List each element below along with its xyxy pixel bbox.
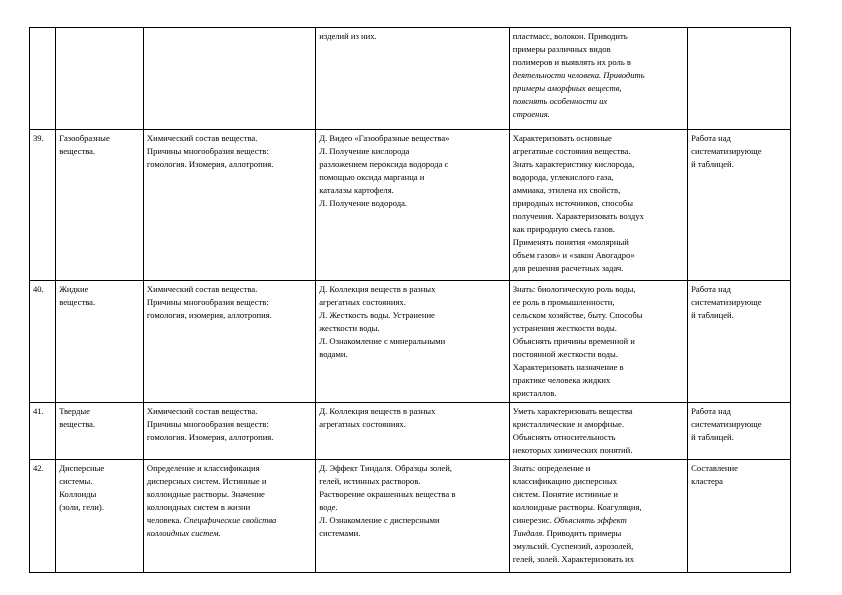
cell-text: устранения жесткости воды. (512, 323, 617, 333)
cell-text: дисперсных систем. Истинные и (146, 476, 267, 486)
lesson-number-cell (30, 28, 56, 130)
cell-line (513, 374, 684, 387)
cell-line (513, 335, 684, 348)
cell-line (513, 43, 684, 56)
cell-text: водорода, углекислого газа, (512, 172, 614, 182)
content-cell (143, 460, 315, 573)
cell-line (513, 210, 684, 223)
cell-line: помощью оксида марганца и (319, 172, 425, 182)
activity-cell (688, 28, 791, 130)
cell-line: разложением пероксида водорода с (319, 159, 449, 169)
cell-line: Жидкие (59, 284, 89, 294)
cell-line: вещества. (59, 297, 96, 307)
table-row (30, 403, 791, 460)
cell-text: синерезис. (512, 515, 554, 525)
cell-text: кристаллов. (512, 388, 557, 398)
cell-line: системами. (319, 528, 361, 538)
requirements-cell (509, 130, 687, 281)
cell-line (513, 431, 684, 444)
cell-line (513, 171, 684, 184)
cell-line: систематизирующе (691, 146, 762, 156)
cell-line (513, 348, 684, 361)
cell-line: изделий из них. (319, 31, 377, 41)
cell-line: системы. (59, 476, 93, 486)
cell-line (147, 488, 312, 501)
cell-text: Тиндаля. (512, 528, 545, 538)
cell-text: агрегатные состояния вещества. (512, 146, 631, 156)
cell-line (513, 418, 684, 431)
table-row (30, 130, 791, 281)
cell-line (513, 488, 684, 501)
cell-line: гомология, изомерия, аллотропия. (146, 310, 272, 320)
cell-line (513, 30, 684, 43)
cell-line: й таблицей. (691, 310, 734, 320)
cell-text: Приводить примеры (544, 528, 622, 538)
cell-line: Работа над (691, 406, 731, 416)
cell-line (513, 223, 684, 236)
cell-line: Химический состав вещества. (146, 284, 258, 294)
cell-line (513, 56, 684, 69)
lesson-number-cell: 40. (30, 281, 56, 403)
cell-text: эмульсий. Суспензий, аэрозолей, (512, 541, 634, 551)
cell-line (513, 501, 684, 514)
cell-line: вещества. (59, 146, 96, 156)
cell-line: гомология. Изомерия, аллотропия. (146, 432, 274, 442)
cell-line: Дисперсные (59, 463, 105, 473)
cell-text: Знать: определение и (512, 463, 591, 473)
cell-line: агрегатных состояниях. (319, 419, 406, 429)
cell-line: Причины многообразия веществ: (146, 146, 269, 156)
cell-line (513, 514, 684, 527)
lesson-number-cell: 41. (30, 403, 56, 460)
activity-cell (688, 403, 791, 460)
table-row (30, 28, 791, 130)
cell-text: некоторых химических понятий. (512, 445, 633, 455)
cell-line: водами. (319, 349, 348, 359)
cell-line: Д. Эффект Тиндаля. Образцы золей, (319, 463, 452, 473)
cell-line: воде. (319, 502, 338, 512)
cell-text: ее роль в промышленности, (512, 297, 615, 307)
cell-line: вещества. (59, 419, 96, 429)
cell-line: Л. Ознакомление с минеральными (319, 336, 446, 346)
cell-line (513, 283, 684, 296)
cell-line (147, 514, 312, 527)
cell-line: Л. Жесткость воды. Устранение (319, 310, 435, 320)
cell-line (513, 108, 684, 121)
cell-text: строения. (512, 109, 550, 119)
cell-line (513, 527, 684, 540)
topic-cell (56, 28, 144, 130)
lesson-number-cell: 39. (30, 130, 56, 281)
cell-text: Применять понятия «молярный (512, 237, 629, 247)
lesson-plan-table (29, 27, 791, 573)
cell-line (513, 249, 684, 262)
cell-line (513, 95, 684, 108)
requirements-cell (509, 28, 687, 130)
cell-line: кластера (691, 476, 723, 486)
requirements-cell (509, 403, 687, 460)
cell-line: Работа над (691, 133, 731, 143)
cell-text: Объяснять относительность (512, 432, 616, 442)
cell-line (513, 236, 684, 249)
cell-text: коллоидные растворы. Значение (146, 489, 265, 499)
cell-line: каталазы картофеля. (319, 185, 394, 195)
cell-line (513, 444, 684, 457)
cell-text: как природную смесь газов. (512, 224, 615, 234)
demonstration-cell (316, 130, 510, 281)
cell-line (147, 462, 312, 475)
cell-line: агрегатных состояниях. (319, 297, 406, 307)
cell-line: систематизирующе (691, 419, 762, 429)
cell-line (513, 540, 684, 553)
demonstration-cell (316, 28, 510, 130)
cell-line: гелей, истинных растворов. (319, 476, 421, 486)
cell-line (513, 553, 684, 566)
cell-line: Работа над (691, 284, 731, 294)
cell-line (513, 309, 684, 322)
cell-line: Причины многообразия веществ: (146, 419, 269, 429)
cell-line: (золи, гели). (59, 502, 104, 512)
requirements-cell (509, 281, 687, 403)
cell-text: систем. Понятие истинные и (512, 489, 618, 499)
cell-text: коллоидных систем в жизни (146, 502, 251, 512)
cell-text: сельском хозяйстве, быту. Способы (512, 310, 643, 320)
cell-line: Газообразные (59, 133, 110, 143)
cell-line: систематизирующе (691, 297, 762, 307)
cell-line (513, 145, 684, 158)
activity-cell (688, 130, 791, 281)
lesson-number-cell: 42. (30, 460, 56, 573)
cell-text: Характеризовать назначение в (512, 362, 624, 372)
cell-text: кристаллические и аморфные. (512, 419, 624, 429)
cell-line (513, 158, 684, 171)
cell-line (147, 475, 312, 488)
cell-line: Химический состав вещества. (146, 133, 258, 143)
cell-text: получения. Характеризовать воздух (512, 211, 644, 221)
cell-line (513, 322, 684, 335)
cell-text: коллоидные растворы. Коагуляция, (512, 502, 642, 512)
cell-text: деятельности человека. Приводить (512, 70, 645, 80)
demonstration-cell (316, 460, 510, 573)
requirements-cell (509, 460, 687, 573)
cell-text: пластмасс, волокон. Приводить (512, 31, 628, 41)
cell-line (513, 197, 684, 210)
cell-line: Растворение окрашенных вещества в (319, 489, 456, 499)
cell-text: Уметь характеризовать вещества (512, 406, 633, 416)
cell-line (513, 69, 684, 82)
cell-line: гомология. Изомерия, аллотропия. (146, 159, 274, 169)
activity-cell (688, 281, 791, 403)
demonstration-cell (316, 403, 510, 460)
cell-line: Химический состав вещества. (146, 406, 258, 416)
cell-line: Л. Получение водорода. (319, 198, 408, 208)
cell-line (147, 501, 312, 514)
demonstration-cell (316, 281, 510, 403)
cell-text-italic: Объяснять эффект (553, 515, 627, 525)
cell-text: коллоидных систем. (146, 528, 221, 538)
cell-text: Характеризовать основные (512, 133, 612, 143)
activity-cell (688, 460, 791, 573)
cell-text: аммиака, этилена их свойств, (512, 185, 621, 195)
topic-cell (56, 403, 144, 460)
content-cell (143, 403, 315, 460)
cell-line: Составление (691, 463, 738, 473)
topic-cell (56, 130, 144, 281)
cell-text: для решения расчетных задач. (512, 263, 624, 273)
cell-line: Л. Ознакомление с дисперсными (319, 515, 440, 525)
cell-line: жесткости воды. (319, 323, 380, 333)
table-row (30, 460, 791, 573)
cell-line: Л. Получение кислорода (319, 146, 410, 156)
cell-text: природных источников, способы (512, 198, 634, 208)
cell-line (513, 475, 684, 488)
cell-line (513, 82, 684, 95)
cell-line: Д. Коллекция веществ в разных (319, 284, 436, 294)
cell-line: Д. Коллекция веществ в разных (319, 406, 436, 416)
cell-text: Знать характеристику кислорода, (512, 159, 635, 169)
cell-line: Твердые (59, 406, 90, 416)
cell-text: примеры различных видов (512, 44, 611, 54)
topic-cell (56, 281, 144, 403)
cell-text-italic: Специфические свойства (183, 515, 277, 525)
cell-line (513, 405, 684, 418)
content-cell (143, 281, 315, 403)
cell-line (513, 462, 684, 475)
table-row (30, 281, 791, 403)
cell-line (513, 387, 684, 400)
cell-text: полимеров и выявлять их роль в (512, 57, 631, 67)
cell-line (513, 296, 684, 309)
content-cell (143, 130, 315, 281)
cell-text: гелей, золей. Характеризовать их (512, 554, 635, 564)
content-cell (143, 28, 315, 130)
cell-line (513, 132, 684, 145)
cell-text: практике человека жидких (512, 375, 611, 385)
cell-text: примеры аморфных веществ, (512, 83, 622, 93)
cell-line: й таблицей. (691, 432, 734, 442)
topic-cell (56, 460, 144, 573)
cell-line: Д. Видео «Газообразные вещества» (319, 133, 450, 143)
cell-text: классификацию дисперсных (512, 476, 618, 486)
cell-line: Причины многообразия веществ: (146, 297, 269, 307)
cell-line (147, 527, 312, 540)
cell-line (513, 361, 684, 374)
cell-line (513, 262, 684, 275)
cell-text: Знать: биологическую роль воды, (512, 284, 636, 294)
cell-text: постоянной жесткости воды. (512, 349, 618, 359)
cell-text: Объяснять причины временной и (512, 336, 635, 346)
cell-text: объем газов» и «закон Авогадро» (512, 250, 635, 260)
cell-text: Определение и классификация (146, 463, 260, 473)
cell-line (513, 184, 684, 197)
cell-line: Коллоиды (59, 489, 97, 499)
cell-text: человека. (146, 515, 184, 525)
cell-text: пояснять особенности их (512, 96, 608, 106)
cell-line: й таблицей. (691, 159, 734, 169)
